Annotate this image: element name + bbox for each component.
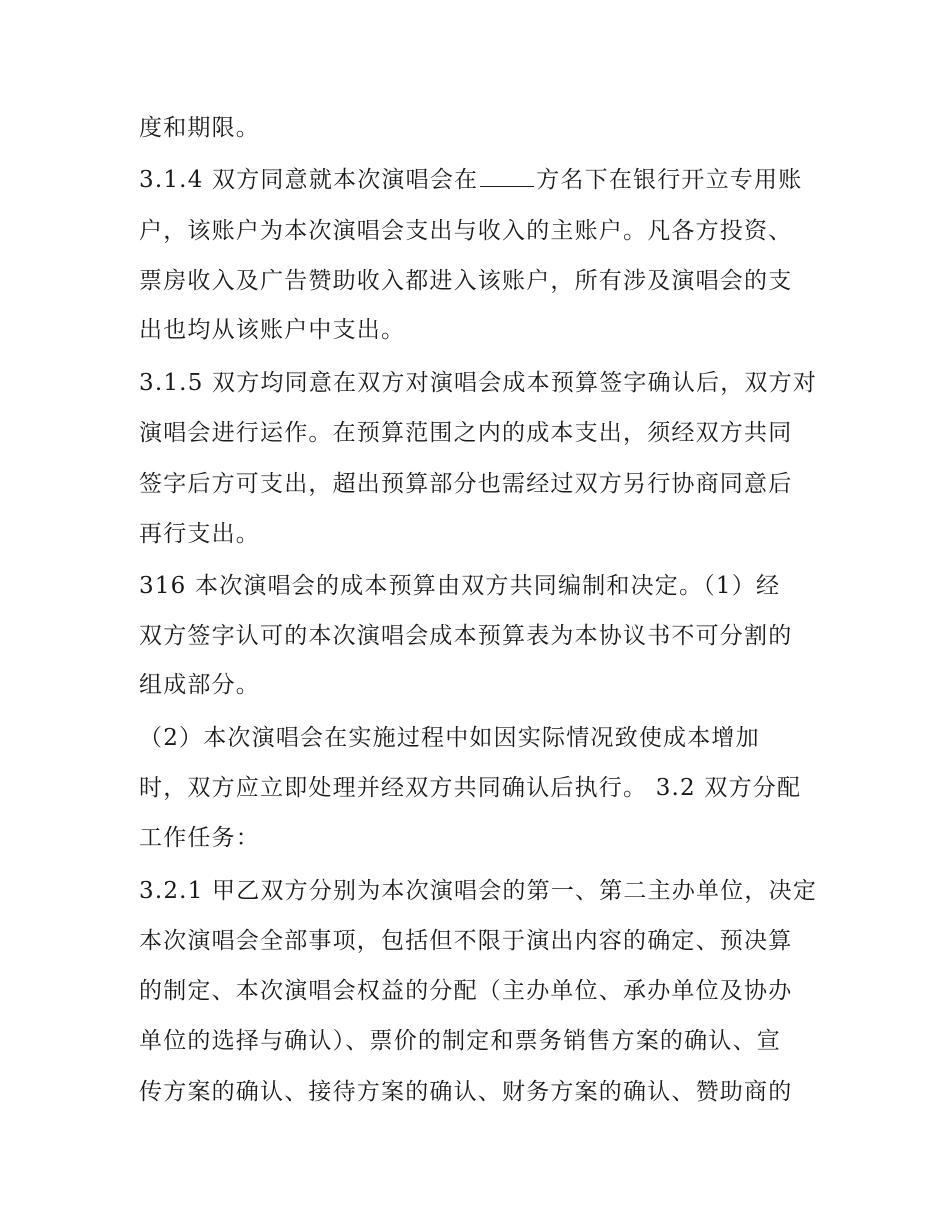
text-line: 组成部分。: [139, 672, 260, 698]
text-line: 时，双方应立即处理并经双方共同确认后执行。 3.2 双方分配: [139, 775, 802, 801]
text-segment: 方名下在银行开立专用账: [536, 167, 803, 193]
text-line: 再行支出。: [139, 521, 260, 547]
text-line: 本次演唱会全部事项，包括但不限于演出内容的确定、预决算: [139, 928, 793, 954]
text-line: 单位的选择与确认）、票价的制定和票务销售方案的确认、宣: [139, 1028, 781, 1054]
text-line: （2）本次演唱会在实施过程中如因实际情况致使成本增加: [139, 725, 760, 751]
text-line: 传方案的确认、接待方案的确认、财务方案的确认、赞助商的: [139, 1079, 793, 1105]
text-line: 的制定、本次演唱会权益的分配（主办单位、承办单位及协办: [139, 978, 793, 1004]
text-line: 3.2.1 甲乙双方分别为本次演唱会的第一、第二主办单位，决定: [139, 878, 818, 904]
text-line: 工作任务：: [139, 825, 260, 851]
text-line: 演唱会进行运作。在预算范围之内的成本支出，须经双方共同: [139, 420, 793, 446]
text-line: 票房收入及广告赞助收入都进入该账户，所有涉及演唱会的支: [139, 268, 793, 294]
fill-in-blank: [480, 160, 534, 187]
text-line: 双方签字认可的本次演唱会成本预算表为本协议书不可分割的: [139, 623, 793, 649]
text-line: 度和期限。: [139, 115, 260, 141]
text-line: 3.1.5 双方均同意在双方对演唱会成本预算签字确认后，双方对: [139, 370, 818, 396]
text-line: 出也均从该账户中支出。: [139, 317, 406, 343]
text-line-with-blank: [139, 160, 839, 200]
text-segment: 3.1.4 双方同意就本次演唱会在: [139, 167, 479, 193]
text-line: 316 本次演唱会的成本预算由双方共同编制和决定。（1）经: [139, 573, 781, 599]
text-line: 签字后方可支出，超出预算部分也需经过双方另行协商同意后: [139, 471, 793, 497]
text-line: 户，该账户为本次演唱会支出与收入的主账户。凡各方投资、: [139, 218, 793, 244]
